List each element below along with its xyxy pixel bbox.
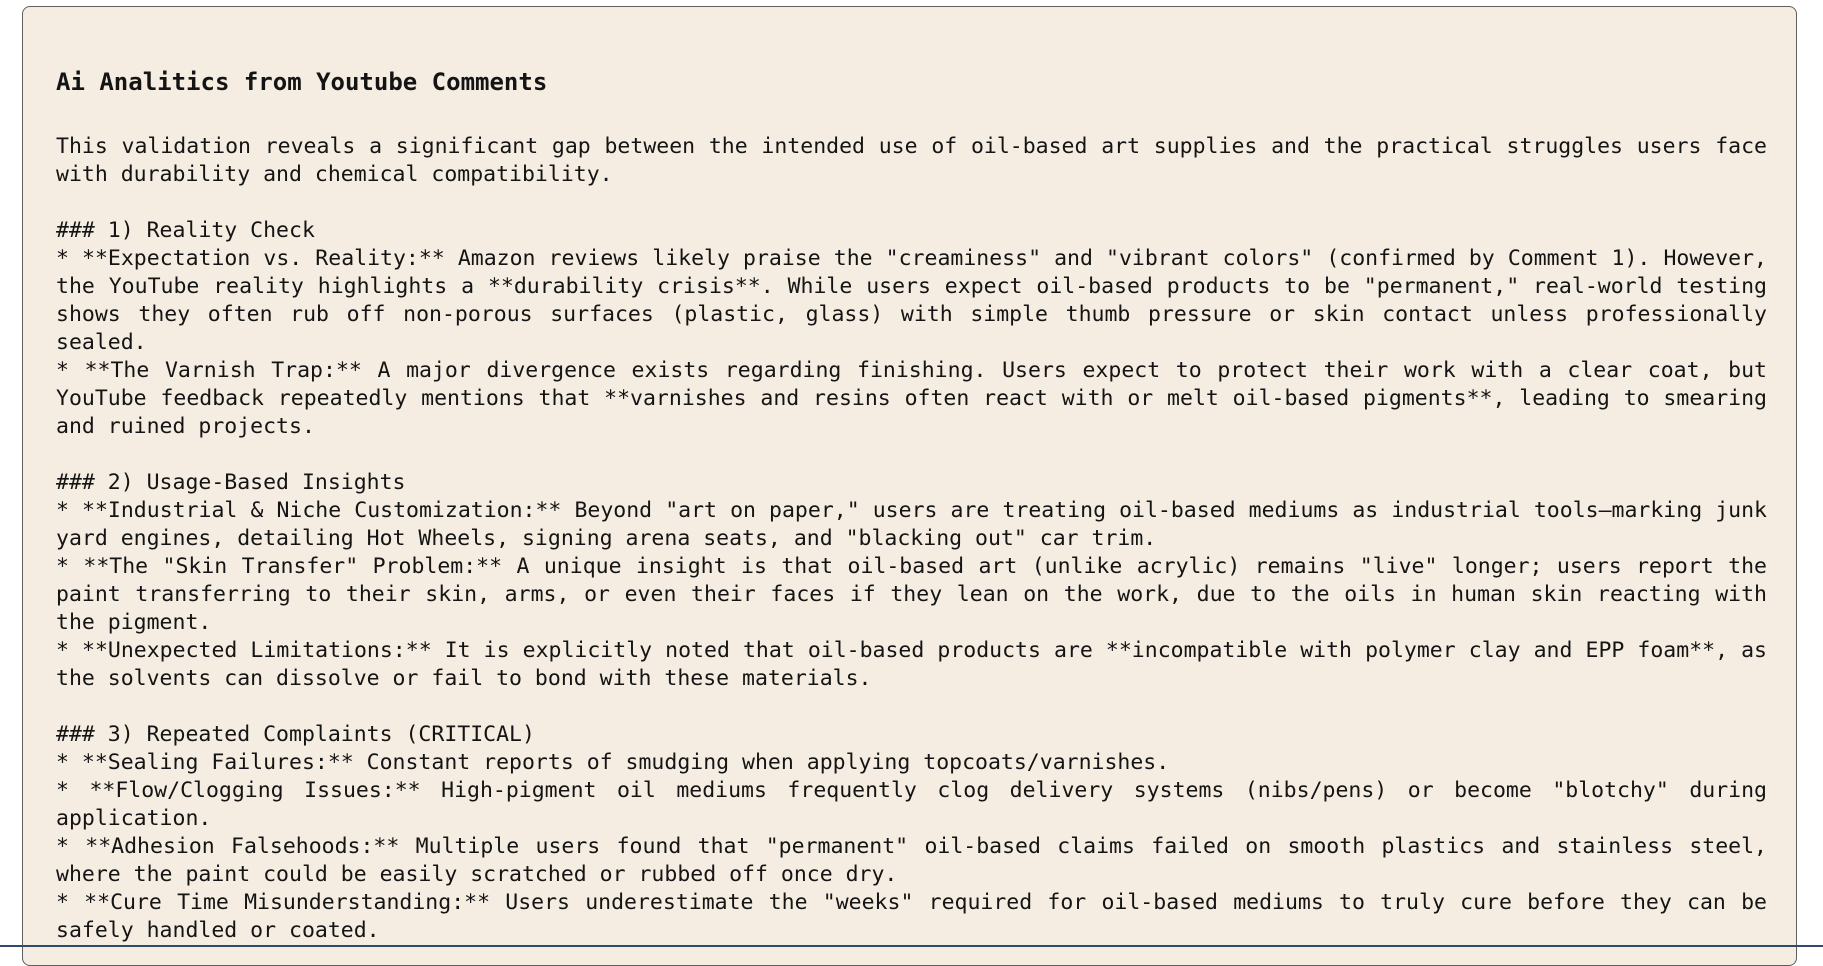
bullet-item: * **Unexpected Limitations:** It is explicitly noted that oil-based products are **incompatible with polymer clay and EPP foam**, as the solvents can dissolve or fail to bond with these materials. [56, 638, 1767, 691]
bullet-item: * **Expectation vs. Reality:** Amazon reviews likely praise the "creaminess" and "vibrant colors" (confirmed by Comment 1). However, the YouTube reality highlights a **durability crisis**. While users expect oil-based products to be "permanent," real-world testing shows they often rub off non-porous surfaces (plastic, glass) with simple thumb pressure or skin contact unless professionally sealed. [56, 246, 1767, 355]
section-repeated-complaints [56, 721, 1767, 945]
spacer [56, 189, 1767, 217]
intro-paragraph: This validation reveals a significant gap between the intended use of oil-based art supplies and the practical struggles users face with durability and chemical compatibility. [56, 134, 1767, 187]
section-heading: ### 3) Repeated Complaints (CRITICAL) [56, 722, 535, 747]
spacer [56, 441, 1767, 469]
analysis-text [56, 133, 1767, 945]
bullet-item: * **Cure Time Misunderstanding:** Users underestimate the "weeks" required for oil-based mediums to truly cure before they can be safely handled or coated. [56, 890, 1767, 943]
analytics-panel [22, 6, 1797, 966]
spacer [56, 693, 1767, 721]
section-usage-insights [56, 469, 1767, 693]
bullet-item: * **The "Skin Transfer" Problem:** A unique insight is that oil-based art (unlike acrylic) remains "live" longer; users report the paint transferring to their skin, arms, or even their faces if they lean on the work, due to the oils in human skin reacting with the pigment. [56, 554, 1767, 635]
bullet-item: * **Adhesion Falsehoods:** Multiple users found that "permanent" oil-based claims failed on smooth plastics and stainless steel, where the paint could be easily scratched or rubbed off once dry. [56, 834, 1767, 887]
bullet-item: * **Industrial & Niche Customization:** Beyond "art on paper," users are treating oil-based mediums as industrial tools—marking junk yard engines, detailing Hot Wheels, signing arena seats, and "blacking out" car trim. [56, 498, 1767, 551]
section-reality-check [56, 217, 1767, 441]
section-heading: ### 2) Usage-Based Insights [56, 470, 406, 495]
bullet-item: * **The Varnish Trap:** A major divergence exists regarding finishing. Users expect to protect their work with a clear coat, but YouTube feedback repeatedly mentions that **varnishes and resins often react with or melt oil-based pigments**, leading to smearing and ruined projects. [56, 358, 1767, 439]
panel-title: Ai Analitics from Youtube Comments [56, 68, 548, 96]
bullet-item: * **Flow/Clogging Issues:** High-pigment oil mediums frequently clog delivery systems (nibs/pens) or become "blotchy" during application. [56, 778, 1767, 831]
section-heading: ### 1) Reality Check [56, 218, 315, 243]
bullet-item: * **Sealing Failures:** Constant reports of smudging when applying topcoats/varnishes. [56, 750, 1170, 775]
